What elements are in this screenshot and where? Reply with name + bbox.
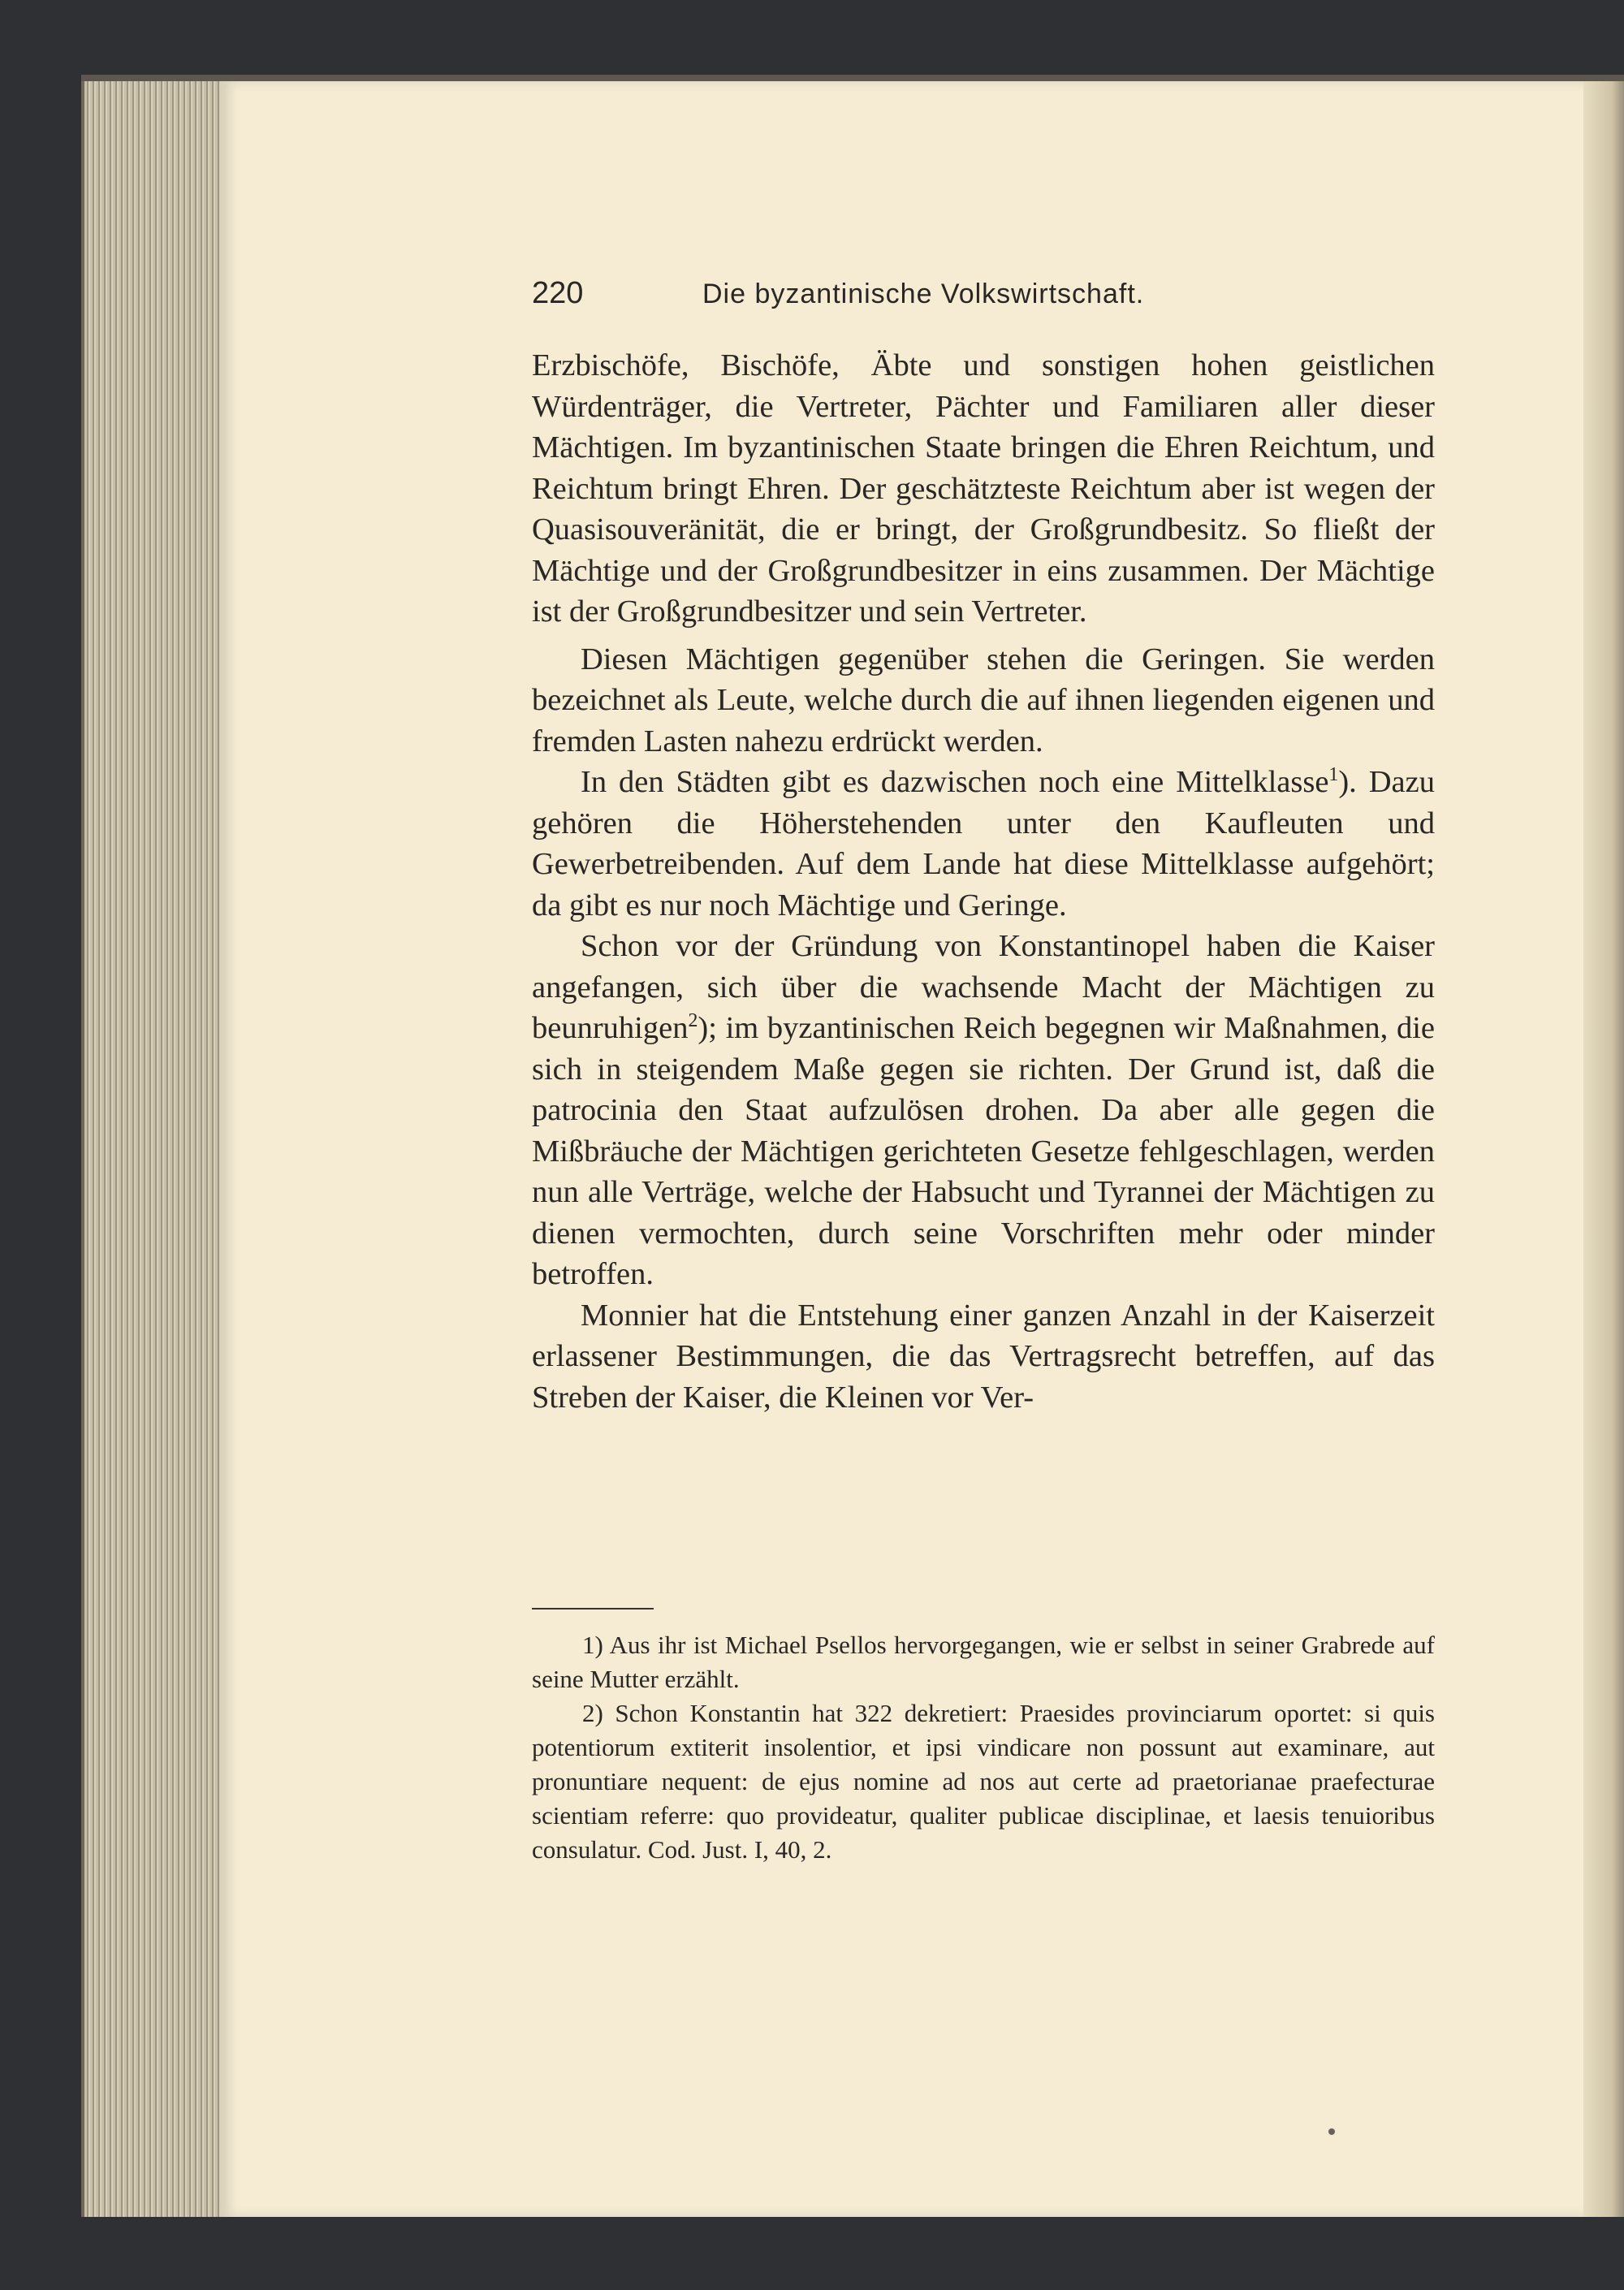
paragraph-2: Diesen Mächtigen gegenüber stehen die Geringen. Sie werden bezeichnet als Leute, welche durch die auf ihnen liegenden eigenen und fremden Lasten nahezu erdrückt werden. — [532, 642, 1435, 758]
footnote-ref-1[interactable]: 1 — [1328, 764, 1339, 786]
paragraph-4 — [532, 926, 1435, 1295]
footnotes — [532, 1628, 1435, 1867]
paragraph-3 — [532, 762, 1435, 926]
main-text — [532, 345, 1435, 1418]
footnote-divider — [532, 1608, 654, 1609]
footnote-1: 1) Aus ihr ist Michael Psellos hervorgegangen, wie er selbst in seiner Grabrede auf seine Mutter erzählt. — [532, 1631, 1435, 1693]
page-number: 220 — [532, 276, 584, 310]
page-stack-edges — [81, 81, 231, 2217]
page-header-title: Die byzantinische Volkswirtschaft. — [702, 279, 1145, 309]
paragraph-5: Monnier hat die Entstehung einer ganzen Anzahl in der Kaiserzeit erlassener Bestimmungen, die das Vertragsrecht betreffen, auf das Streben der Kaiser, die Kleinen vor Ver- — [532, 1298, 1435, 1415]
paragraph-1: Erzbischöfe, Bischöfe, Äbte und sonstigen hohen geistlichen Würdenträger, die Vertreter, Pächter und Familiaren aller dieser Mächtigen. Im byzantinischen Staate bringen die Ehren Reichtum, und Reichtum bringt Ehren. Der geschätzteste Reichtum aber ist wegen der Quasisouveränität, die er bringt, der Großgrundbesitz. So fließt der Mächtige und der Großgrundbesitzer in eins zusammen. Der Mächtige ist der Großgrundbesitzer und sein Vertreter. — [532, 348, 1435, 629]
page-speck — [1328, 2128, 1335, 2135]
paragraph-3-lead: In den Städten gibt es dazwischen noch eine Mittelklasse — [581, 765, 1329, 799]
paragraph-4-lead: Schon vor der Gründung von Konstantinopel haben die Kaiser angefangen, sich über die wachsende Macht der Mächtigen zu beunruhigen — [532, 929, 1435, 1045]
running-header — [532, 276, 1425, 317]
page-right-edge — [1583, 81, 1624, 2217]
paragraph-4-rest: ); im byzantinischen Reich begegnen wir Maßnahmen, die sich in steigendem Maße gegen sie richten. Der Grund ist, daß die patrocinia den Staat aufzulösen drohen. Da aber alle gegen die Mißbräuche der Mächtigen gerichteten Gesetze fehlgeschlagen, werden nun alle Verträge, welche der Habsucht und Tyrannei der Mächtigen zu dienen vermochten, durch seine Vorschriften mehr oder minder betroffen. — [532, 1011, 1435, 1291]
scan-bottom-margin — [81, 2217, 1624, 2290]
paragraph-3-rest: ). Dazu gehören die Höherstehenden unter den Kaufleuten und Gewerbetreibenden. Auf dem Lande hat diese Mittelklasse aufgehört; da gibt es nur noch Mächtige und Geringe. — [532, 765, 1435, 922]
footnote-2: 2) Schon Konstantin hat 322 dekretiert: Praesides provinciarum oportet: si quis potentiorum extiterit insolentior, et ipsi vindicare non possunt aut examinare, aut pronuntiare nequent: de ejus nomine ad nos aut certe ad praetorianae praefecturae scientiam referre: quo provideatur, qualiter publicae disciplinae, et laesis tenuioribus consulatur. Cod. Just. I, 40, 2. — [532, 1699, 1435, 1864]
footnote-ref-2[interactable]: 2 — [688, 1010, 698, 1032]
